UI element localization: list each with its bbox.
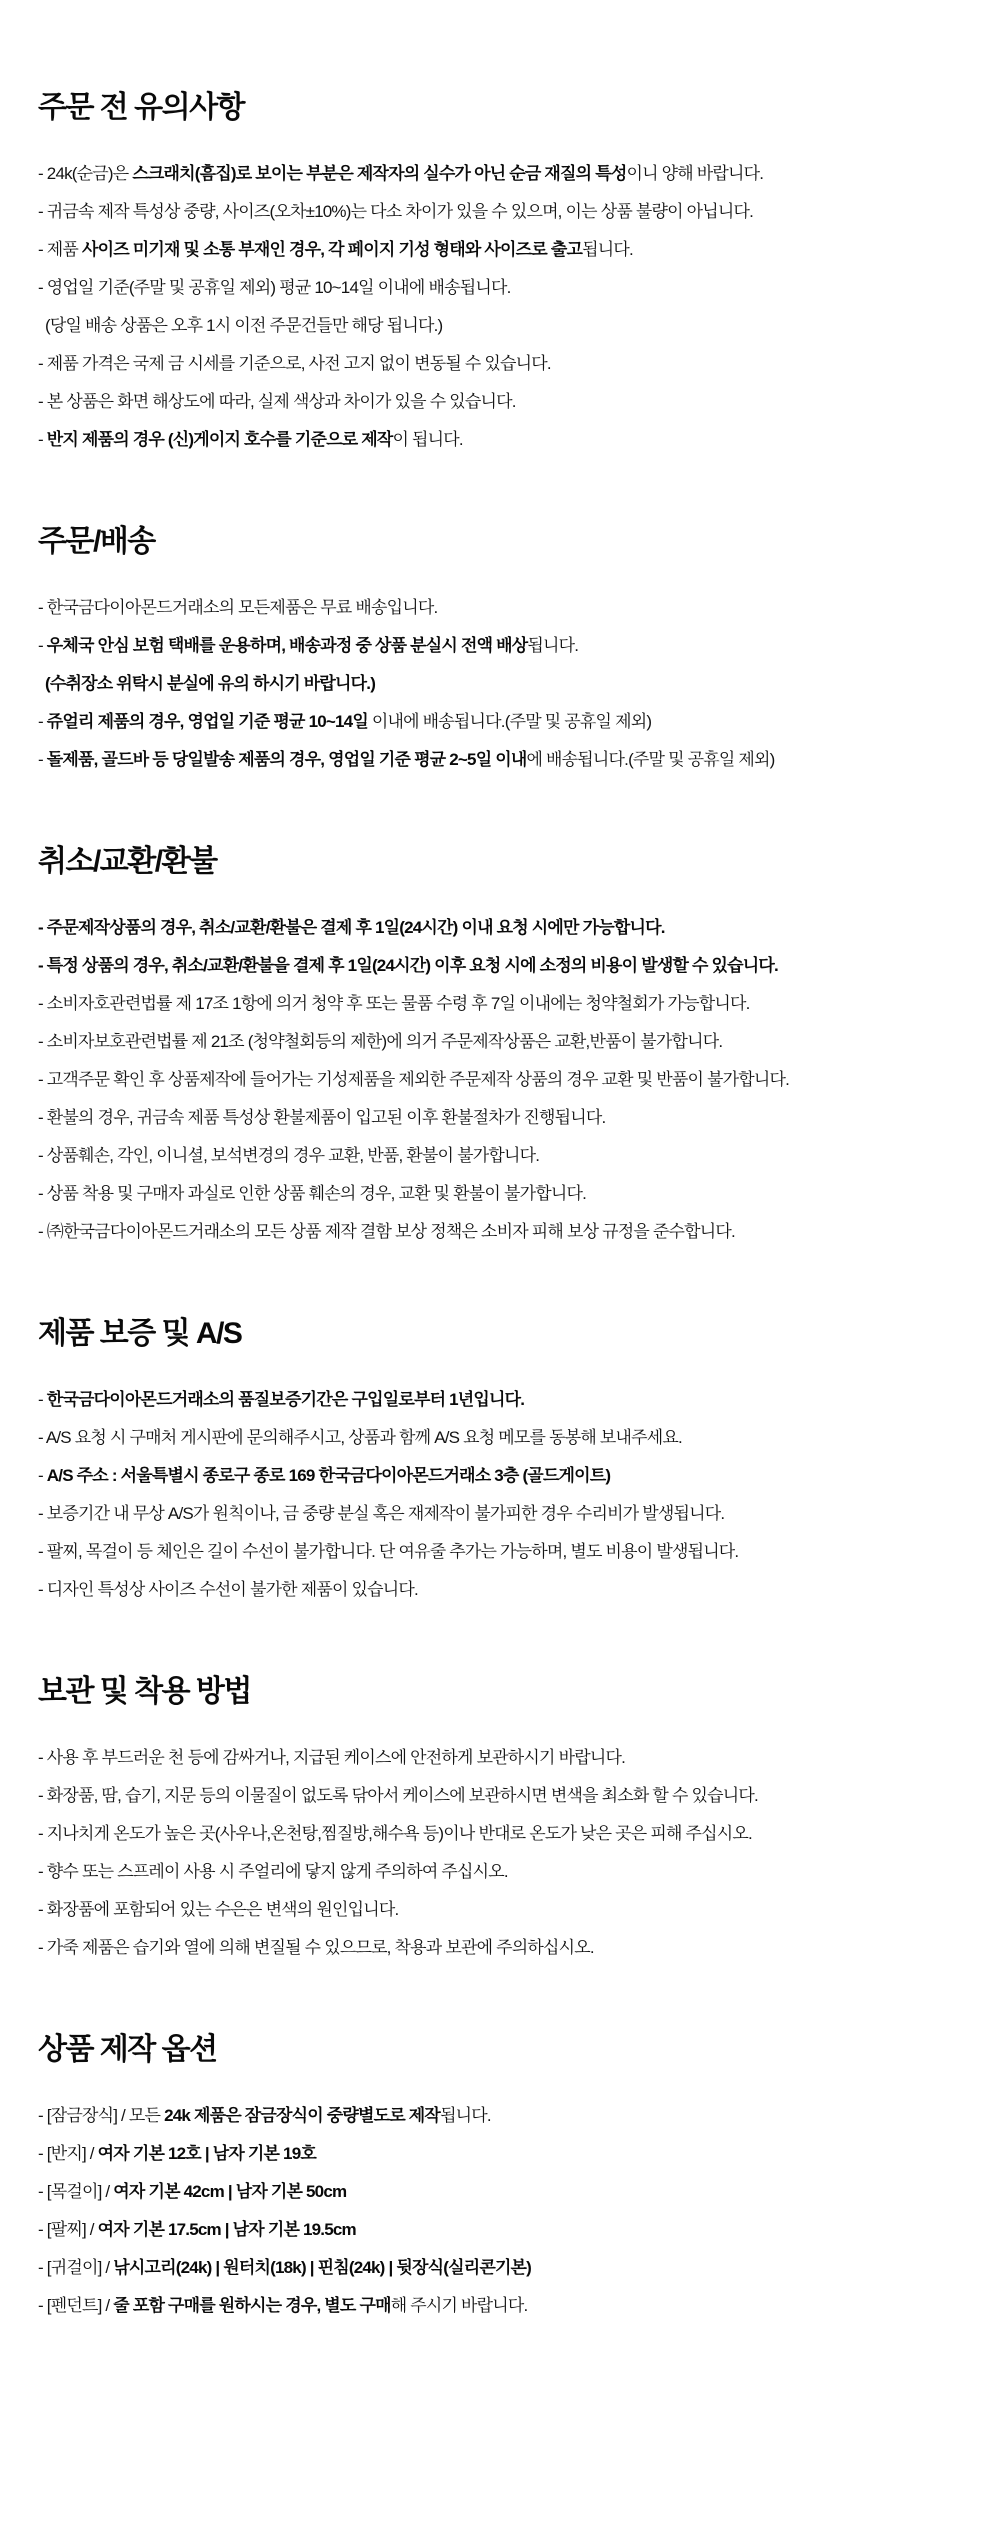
notice-line xyxy=(38,1748,970,1768)
notice-text: - xyxy=(38,712,47,731)
notice-text-bold: 여자 기본 12호 | 남자 기본 19호 xyxy=(97,2144,316,2163)
notice-line xyxy=(38,1390,970,1410)
notice-text: - [팔찌] / xyxy=(38,2220,98,2239)
notice-text: (당일 배송 상품은 오후 1시 이전 주문건들만 해당 됩니다.) xyxy=(45,316,443,335)
notice-text-bold: 여자 기본 42cm | 남자 기본 50cm xyxy=(113,2182,347,2201)
notice-text-bold: 쥬얼리 제품의 경우, 영업일 기준 평균 10~14일 xyxy=(46,712,368,731)
notice-line xyxy=(38,712,970,732)
notice-text: - 소비자보호관련법률 제 21조 (청약철회등의 제한)에 의거 주문제작상품은 교환,반품이 불가합니다. xyxy=(38,1032,723,1051)
notice-text: 이내에 배송됩니다.(주말 및 공휴일 제외) xyxy=(367,712,652,731)
section-product-options xyxy=(38,2030,970,2316)
notice-text: - 가죽 제품은 습기와 열에 의해 변질될 수 있으므로, 착용과 보관에 주의하십시오. xyxy=(38,1938,594,1957)
notice-text-bold: 반지 제품의 경우 (신)게이지 호수를 기준으로 제작 xyxy=(46,430,393,449)
notice-line xyxy=(38,2296,970,2316)
notice-line xyxy=(38,1824,970,1844)
notice-text-bold: 스크래치(흠집)로 보이는 부분은 제작자의 실수가 아닌 순금 재질의 특성 xyxy=(132,164,627,183)
notice-text: - [잠금장식] / 모든 xyxy=(38,2106,165,2125)
notice-line xyxy=(38,2106,970,2126)
notice-text: - 환불의 경우, 귀금속 제품 특성상 환불제품이 입고된 이후 환불절차가 진행됩니다. xyxy=(38,1108,606,1127)
notice-text: - 제품 xyxy=(38,240,82,259)
notice-text-bold: 우체국 안심 보험 택배를 운용하며, 배송과정 중 상품 분실시 전액 배상 xyxy=(46,636,528,655)
notice-text: - 팔찌, 목걸이 등 체인은 길이 수선이 불가합니다. 단 여유줄 추가는 가능하며, 별도 비용이 발생됩니다. xyxy=(38,1542,739,1561)
section-title-cancel-exchange-refund: 취소/교환/환불 xyxy=(38,845,217,878)
notice-text: - 귀금속 제작 특성상 중량, 사이즈(오차±10%)는 다소 차이가 있을 수 있으며, 이는 상품 불량이 아닙니다. xyxy=(38,202,754,221)
notice-text: 에 배송됩니다.(주말 및 공휴일 제외) xyxy=(526,750,775,769)
notice-line xyxy=(38,202,970,222)
section-items xyxy=(38,598,970,770)
notice-line xyxy=(38,1222,970,1242)
notice-text: - 사용 후 부드러운 천 등에 감싸거나, 지급된 케이스에 안전하게 보관하시기 바랍니다. xyxy=(38,1748,626,1767)
notice-line xyxy=(38,2258,970,2278)
section-items xyxy=(38,1748,970,1958)
notice-line xyxy=(38,2182,970,2202)
notice-text: 이니 양해 바랍니다. xyxy=(626,164,764,183)
section-title-warranty-as: 제품 보증 및 A/S xyxy=(38,1317,242,1350)
notice-text-bold: 낚시고리(24k) | 원터치(18k) | 핀침(24k) | 뒷장식(실리콘기본) xyxy=(113,2258,532,2277)
section-title-pre-order-notice: 주문 전 유의사항 xyxy=(38,91,245,124)
notice-line xyxy=(38,636,970,656)
section-order-shipping xyxy=(38,522,970,770)
notice-text: - [목걸이] / xyxy=(38,2182,114,2201)
notice-line xyxy=(38,1786,970,1806)
notice-text: - 상품훼손, 각인, 이니셜, 보석변경의 경우 교환, 반품, 환불이 불가합니다. xyxy=(38,1146,540,1165)
notice-line xyxy=(38,598,970,618)
notice-text-bold: - 주문제작상품의 경우, 취소/교환/환불은 결제 후 1일(24시간) 이내 요청 시에만 가능합니다. xyxy=(38,918,665,937)
notice-text: - [귀걸이] / xyxy=(38,2258,114,2277)
notice-text: - xyxy=(38,430,47,449)
notice-text: - 소비자호관련법률 제 17조 1항에 의거 청약 후 또는 물품 수령 후 7일 이내에는 청약철회가 가능합니다. xyxy=(38,994,750,1013)
notice-line xyxy=(38,1108,970,1128)
notice-text: - 영업일 기준(주말 및 공휴일 제외) 평균 10~14일 이내에 배송됩니다. xyxy=(38,278,511,297)
section-title-storage-wear: 보관 및 착용 방법 xyxy=(38,1675,251,1708)
section-warranty-as xyxy=(38,1314,970,1600)
notice-text: - 화장품에 포함되어 있는 수은은 변색의 원인입니다. xyxy=(38,1900,399,1919)
notice-text: - 본 상품은 화면 해상도에 따라, 실제 색상과 차이가 있을 수 있습니다. xyxy=(38,392,516,411)
notice-line xyxy=(38,2220,970,2240)
section-items xyxy=(38,164,970,450)
notice-text: - 한국금다이아몬드거래소의 모든제품은 무료 배송입니다. xyxy=(38,598,438,617)
notice-line xyxy=(38,1070,970,1090)
notice-text: - [펜던트] / xyxy=(38,2296,114,2315)
notice-line xyxy=(38,2144,970,2164)
notice-line xyxy=(38,1146,970,1166)
notice-text: 해 주시기 바랍니다. xyxy=(390,2296,528,2315)
notice-text-bold: 돌제품, 골드바 등 당일발송 제품의 경우, 영업일 기준 평균 2~5일 이내 xyxy=(46,750,527,769)
notice-text: - A/S 요청 시 구매처 게시판에 문의해주시고, 상품과 함께 A/S 요청 메모를 동봉해 보내주세요. xyxy=(38,1428,682,1447)
notice-line xyxy=(38,316,970,336)
notice-text: - 상품 착용 및 구매자 과실로 인한 상품 훼손의 경우, 교환 및 환불이 불가합니다. xyxy=(38,1184,586,1203)
notice-line xyxy=(38,1938,970,1958)
section-pre-order-notice xyxy=(38,88,970,450)
notice-text: - ㈜한국금다이아몬드거래소의 모든 상품 제작 결함 보상 정책은 소비자 피해 보상 규정을 준수합니다. xyxy=(38,1222,735,1241)
section-title-order-shipping: 주문/배송 xyxy=(38,525,155,558)
notice-line xyxy=(38,1580,970,1600)
section-cancel-exchange-refund xyxy=(38,842,970,1242)
notice-text: - 제품 가격은 국제 금 시세를 기준으로, 사전 고지 없이 변동될 수 있습니다. xyxy=(38,354,551,373)
notice-text-bold: 여자 기본 17.5cm | 남자 기본 19.5cm xyxy=(97,2220,356,2239)
notice-text: - 디자인 특성상 사이즈 수선이 불가한 제품이 있습니다. xyxy=(38,1580,418,1599)
notice-text: - 보증기간 내 무상 A/S가 원칙이나, 금 중량 분실 혹은 재제작이 불가피한 경우 수리비가 발생됩니다. xyxy=(38,1504,725,1523)
section-items xyxy=(38,2106,970,2316)
notice-line xyxy=(38,918,970,938)
notice-text-bold: - 특정 상품의 경우, 취소/교환/환불을 결제 후 1일(24시간) 이후 요청 시에 소정의 비용이 발생할 수 있습니다. xyxy=(38,956,778,975)
section-items xyxy=(38,918,970,1242)
notice-line xyxy=(38,1466,970,1486)
notice-text: - xyxy=(38,636,47,655)
notice-line xyxy=(38,278,970,298)
notice-text: - xyxy=(38,1466,47,1485)
notice-line xyxy=(38,994,970,1014)
notice-text-bold: 한국금다이아몬드거래소의 품질보증기간은 구입일로부터 1년입니다. xyxy=(46,1390,525,1409)
notice-line xyxy=(38,750,970,770)
notice-line xyxy=(38,392,970,412)
notice-line xyxy=(38,1900,970,1920)
notice-text: - xyxy=(38,1390,47,1409)
notice-text-bold: 줄 포함 구매를 원하시는 경우, 별도 구매 xyxy=(113,2296,391,2315)
notice-text: 됩니다. xyxy=(527,636,579,655)
notice-line xyxy=(38,956,970,976)
notice-line xyxy=(38,1504,970,1524)
notice-text-bold: A/S 주소 : 서울특별시 종로구 종로 169 한국금다이아몬드거래소 3층 (골드게이트) xyxy=(46,1466,611,1485)
notice-text: - 고객주문 확인 후 상품제작에 들어가는 기성제품을 제외한 주문제작 상품의 경우 교환 및 반품이 불가합니다. xyxy=(38,1070,790,1089)
notice-line xyxy=(38,240,970,260)
notice-text: 됩니다. xyxy=(582,240,633,259)
notice-line xyxy=(38,1428,970,1448)
notice-text: - 화장품, 땀, 습기, 지문 등의 이물질이 없도록 닦아서 케이스에 보관하시면 변색을 최소화 할 수 있습니다. xyxy=(38,1786,758,1805)
notice-line xyxy=(38,430,970,450)
notice-text: - xyxy=(38,750,47,769)
section-title-product-options: 상품 제작 옵션 xyxy=(38,2033,217,2066)
notice-text-bold: 사이즈 미기재 및 소통 부재인 경우, 각 페이지 기성 형태와 사이즈로 출고 xyxy=(81,240,583,259)
notice-line xyxy=(38,1862,970,1882)
section-items xyxy=(38,1390,970,1600)
notice-text-bold: (수취장소 위탁시 분실에 유의 하시기 바랍니다.) xyxy=(45,674,376,693)
notice-text: - 24k(순금)은 xyxy=(38,164,133,183)
notice-line xyxy=(38,164,970,184)
notice-line xyxy=(38,354,970,374)
notice-text: 이 됩니다. xyxy=(392,430,463,449)
notice-text: 됩니다. xyxy=(440,2106,491,2125)
notice-line xyxy=(38,1184,970,1204)
notice-text: - 지나치게 온도가 높은 곳(사우나,온천탕,찜질방,해수욕 등)이나 반대로 온도가 낮은 곳은 피해 주십시오. xyxy=(38,1824,752,1843)
notice-text: - [반지] / xyxy=(38,2144,98,2163)
section-storage-wear xyxy=(38,1672,970,1958)
notice-text-bold: 24k 제품은 잠금장식이 중량별도로 제작 xyxy=(164,2106,441,2125)
notice-line xyxy=(38,1032,970,1052)
notice-text: - 향수 또는 스프레이 사용 시 주얼리에 닿지 않게 주의하여 주십시오. xyxy=(38,1862,508,1881)
notice-line xyxy=(38,674,970,694)
notice-line xyxy=(38,1542,970,1562)
